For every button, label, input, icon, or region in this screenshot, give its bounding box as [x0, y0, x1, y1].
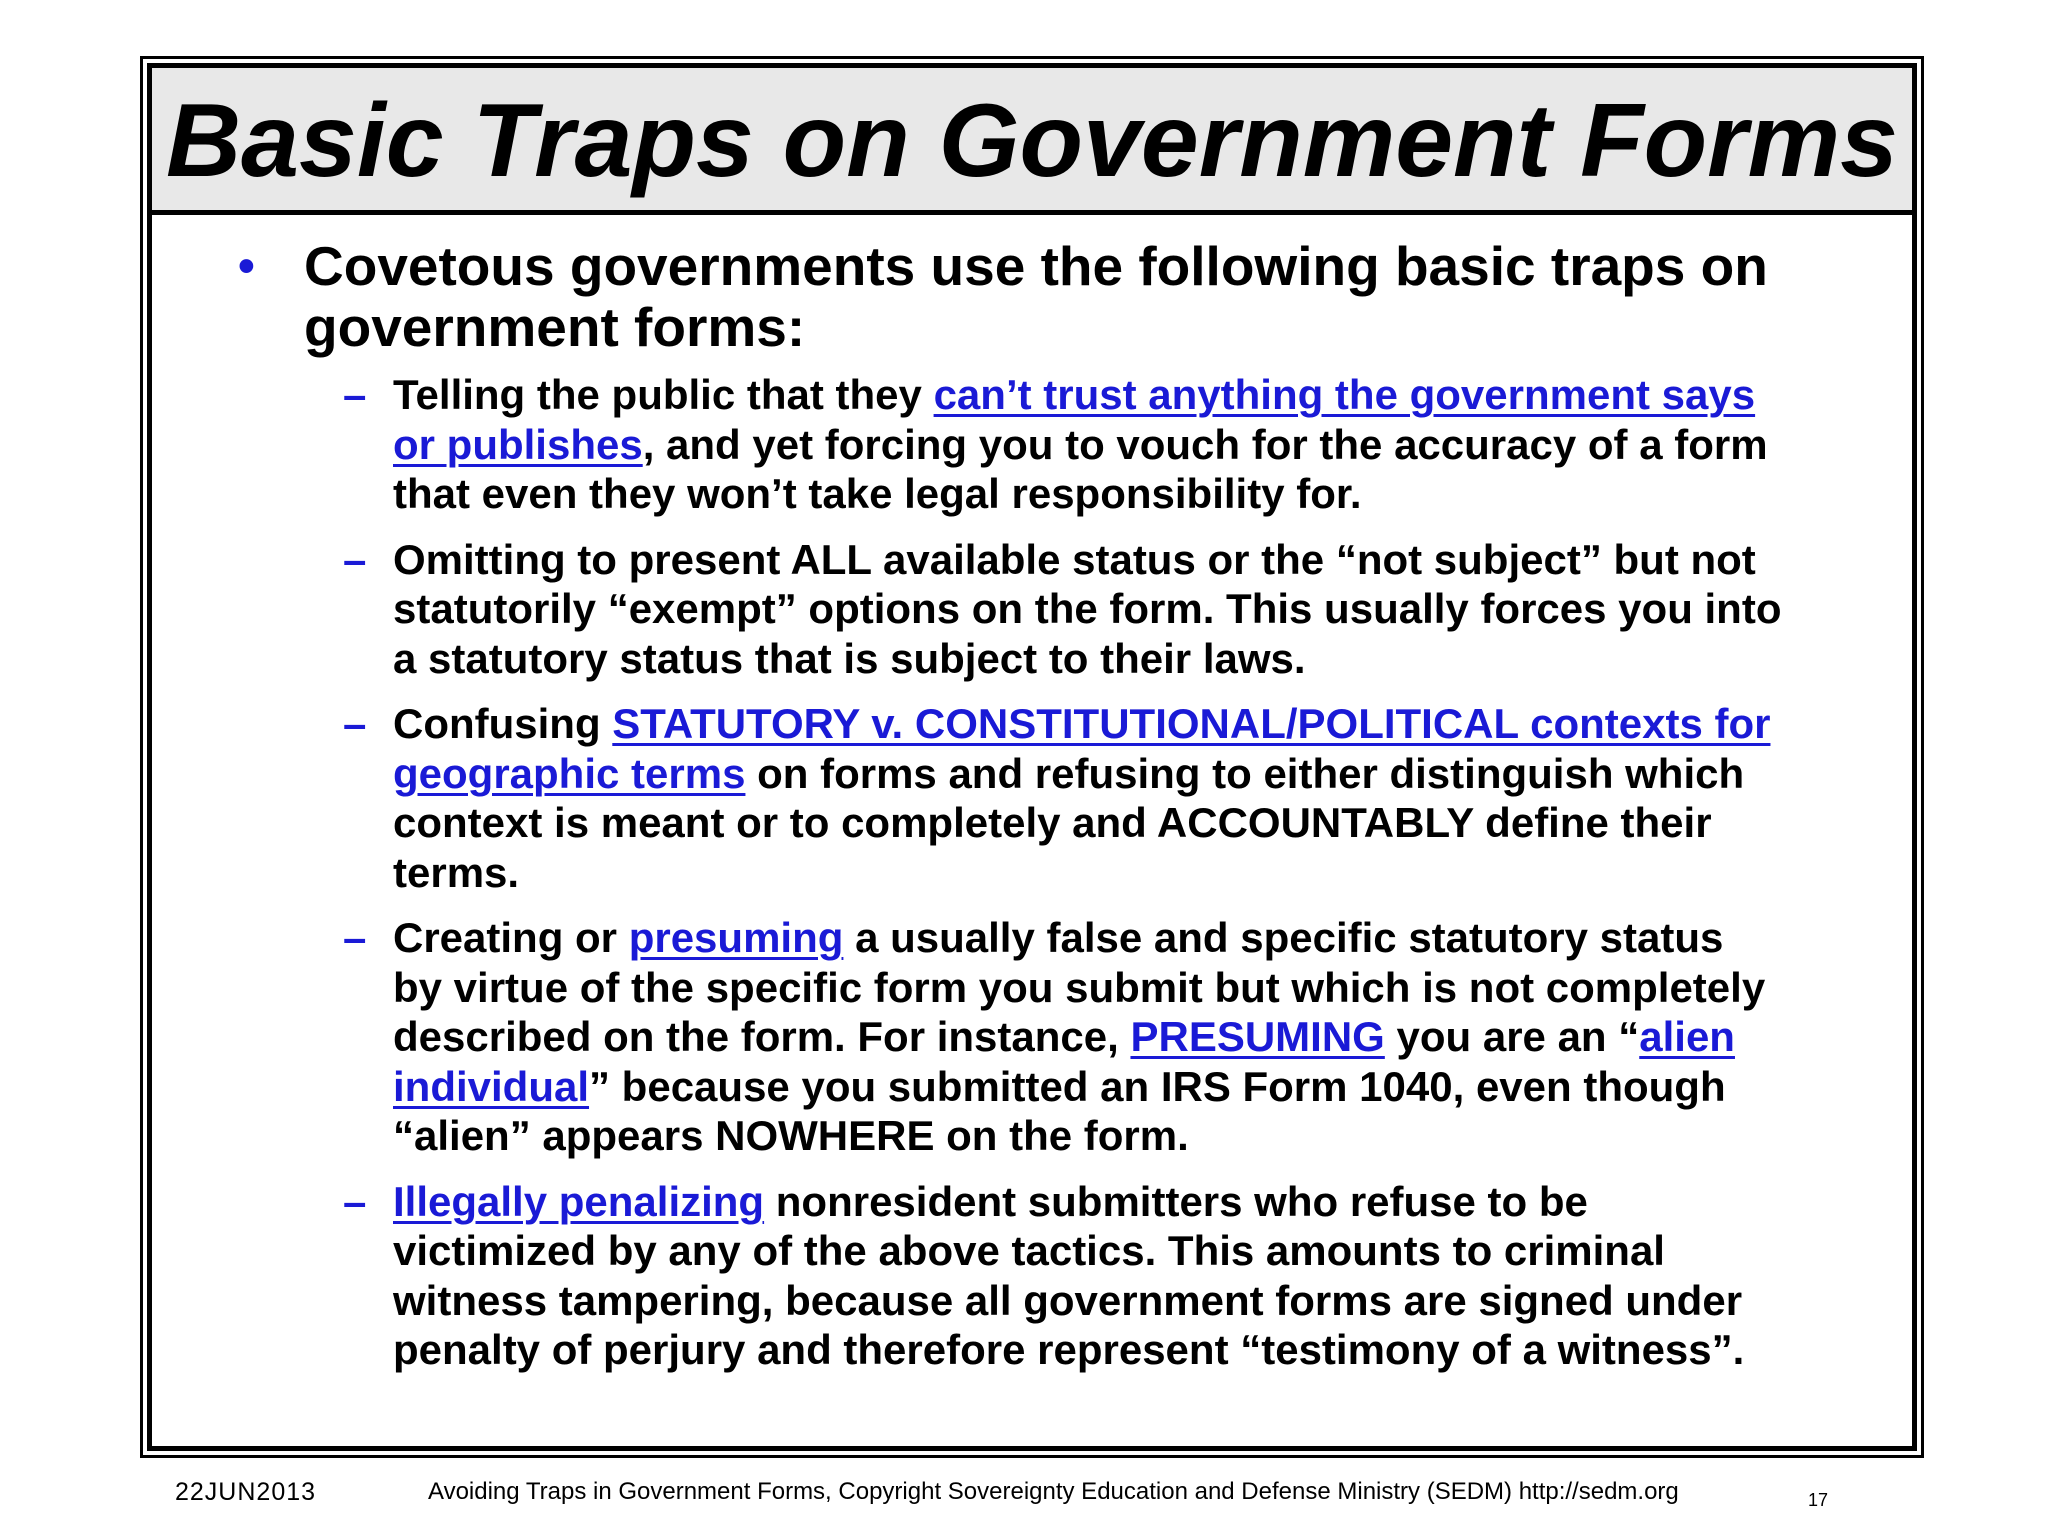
footer-date: 22JUN2013: [175, 1478, 317, 1506]
link-illegally-penalizing[interactable]: Illegally penalizing: [393, 1177, 765, 1225]
text-segment: a usually false and specific statutory status by virtue of the specific form you submit but which is not completely described on the form. For instance,: [393, 914, 1766, 1060]
sub-bullet-text: [393, 1177, 1783, 1375]
slide: [147, 63, 1917, 1451]
dash-icon: –: [343, 371, 367, 418]
text-segment: you are an “: [1384, 1013, 1640, 1060]
title-bar: [152, 68, 1912, 215]
slide-title: Basic Traps on Government Forms: [166, 82, 1898, 199]
sub-bullet-item: [343, 1177, 1852, 1375]
footer-copyright: Avoiding Traps in Government Forms, Copyright Sovereignty Education and Defense Ministry (SEDM) http://sedm.org: [428, 1478, 1679, 1505]
text-segment: on forms and refusing to either distinguish which context is meant or to completely and ACCOUNTABLY define their terms.: [393, 749, 1745, 896]
text-segment: , and yet forcing you to vouch for the accuracy of a form that even they won’t take legal responsibility for.: [393, 420, 1768, 517]
text-segment: ” because you submitted an IRS Form 1040, even though “alien” appears NOWHERE on the form.: [393, 1062, 1726, 1159]
link-cant-trust-government[interactable]: can’t trust anything the government says or publishes: [393, 371, 1756, 468]
slide-content: [238, 236, 1852, 1391]
sub-bullet-text: Omitting to present ALL available status or the “not subject” but not statutorily “exempt” options on the form. This usually forces you into a statutory status that is subject to their laws.: [393, 535, 1782, 682]
sub-bullet-item: [343, 370, 1852, 519]
text-segment: Confusing: [393, 700, 613, 747]
sub-bullet-text: [393, 699, 1783, 897]
main-bullet-text: Covetous governments use the following basic traps on government forms:: [304, 235, 1768, 358]
dash-icon: –: [343, 535, 367, 583]
bullet-dot-icon: •: [238, 240, 255, 293]
link-presuming[interactable]: presuming: [628, 914, 844, 961]
dash-icon: –: [343, 1177, 367, 1225]
dash-icon: –: [343, 914, 367, 961]
text-segment: Creating or: [393, 914, 629, 961]
sub-bullet-item: [343, 699, 1852, 897]
link-alien-individual[interactable]: alien individual: [393, 1013, 1735, 1110]
dash-icon: –: [343, 700, 367, 747]
link-statutory-constitutional[interactable]: STATUTORY v. CONSTITUTIONAL/POLITICAL contexts for geographic terms: [393, 700, 1771, 797]
text-segment: nonresident submitters who refuse to be victimized by any of the above tactics. This amounts to criminal witness tampering, because all government forms are signed under penalty of perjury and therefore represent “testimony of a witness”.: [393, 1177, 1745, 1373]
sub-bullet-item: [343, 535, 1852, 684]
sub-bullet-item: [343, 913, 1852, 1161]
sub-bullet-text: [393, 370, 1783, 519]
sub-bullet-list: [343, 370, 1852, 1375]
slide-frame: [140, 56, 1924, 1458]
link-presuming-caps[interactable]: PRESUMING: [1130, 1013, 1385, 1060]
page-number: 17: [1808, 1490, 1829, 1510]
main-bullet: [238, 236, 1852, 358]
text-segment: Telling the public that they: [393, 371, 934, 418]
sub-bullet-text: [393, 913, 1783, 1161]
